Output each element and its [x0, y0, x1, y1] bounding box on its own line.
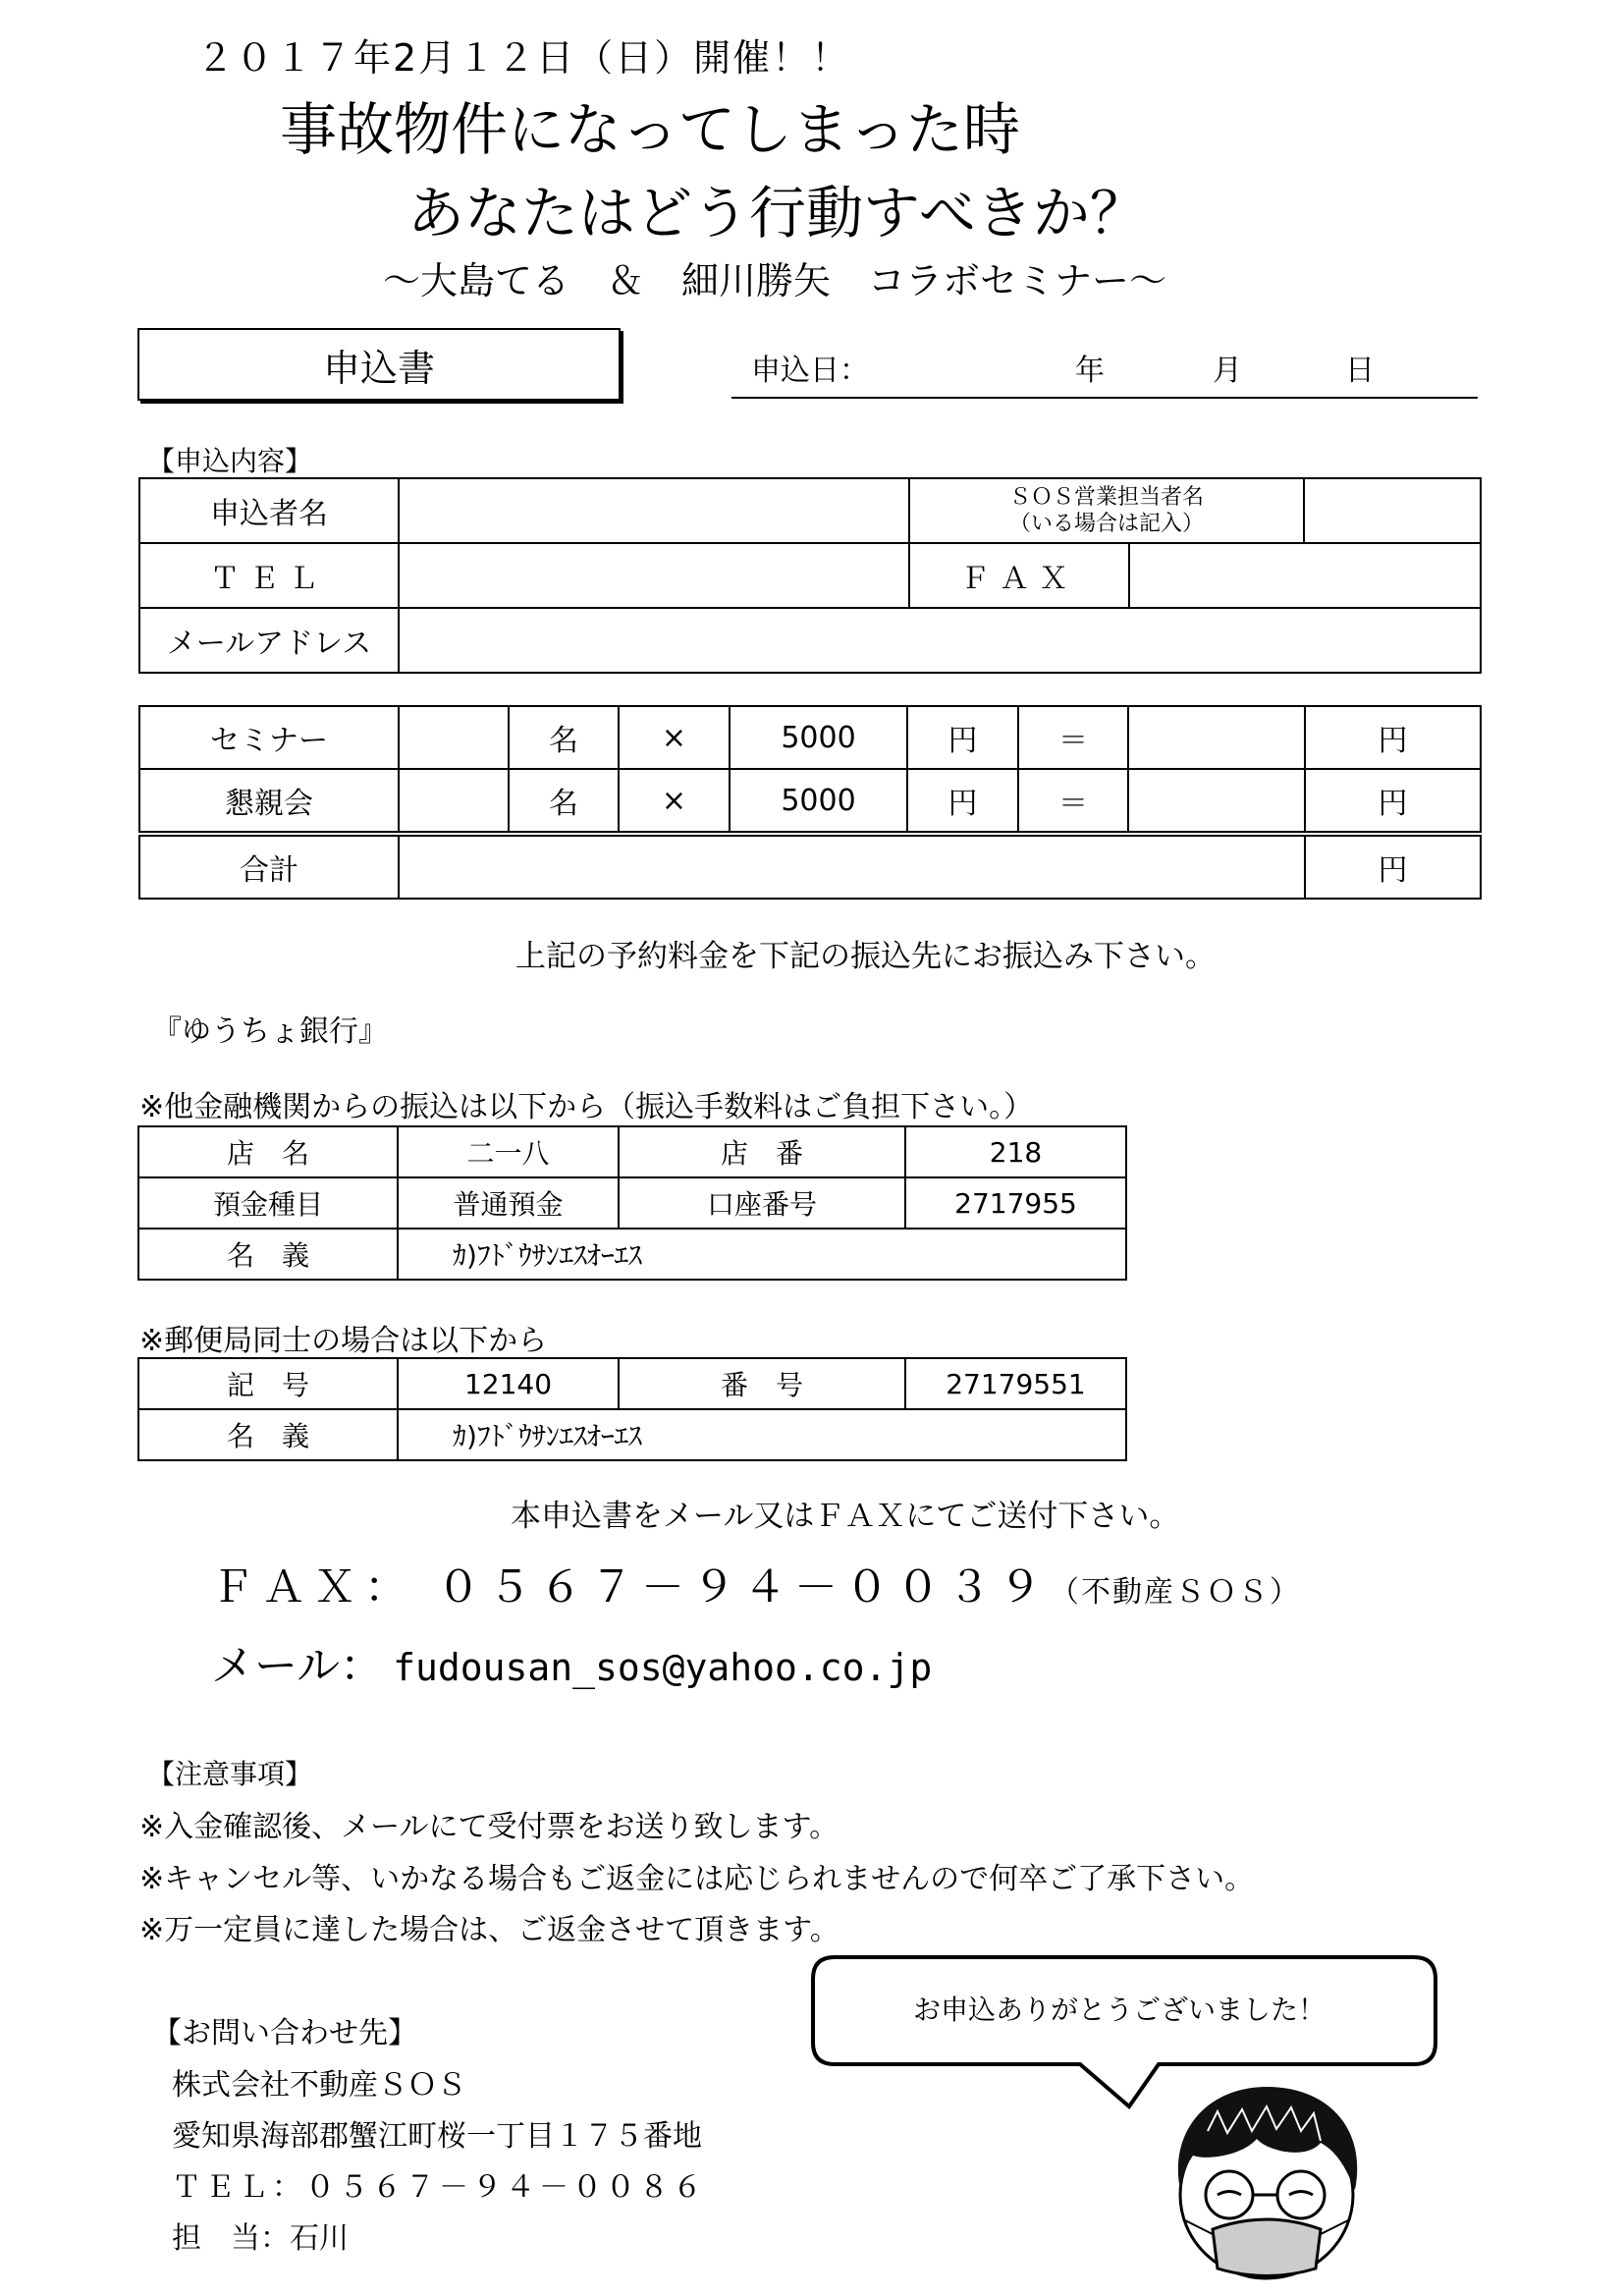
contact-person: 担 当：石川 — [172, 2221, 349, 2256]
application-date-label: 申込日： — [751, 354, 869, 388]
yen-label: 円 — [907, 769, 1018, 832]
count-input[interactable] — [399, 769, 509, 832]
fax-input[interactable] — [1129, 543, 1481, 608]
equals-sign: ＝ — [1018, 769, 1128, 832]
event-date: ２０１７年2月１２日（日）開催！！ — [196, 36, 851, 80]
account-no: 2717955 — [905, 1177, 1126, 1229]
number: 27179551 — [905, 1358, 1126, 1409]
mail-line — [211, 1630, 932, 1693]
fax-note: （不動産ＳＯＳ） — [1050, 1575, 1301, 1610]
symbol-label: 記 号 — [138, 1358, 398, 1409]
contact-title: 【お問い合わせ先】 — [152, 2016, 417, 2050]
fax-line-label: ＦＡＸ： — [211, 1562, 415, 1613]
fax-line — [211, 1552, 1301, 1614]
application-form-label — [137, 328, 621, 401]
post-table — [137, 1357, 1127, 1461]
sos-rep-text: ＳＯＳ営業担当者名 — [1009, 484, 1205, 510]
yen-label: 円 — [1305, 769, 1481, 832]
branch-name-label: 店 名 — [138, 1126, 398, 1177]
transfer-note: 上記の予約料金を下記の振込先にお振込み下さい。 — [515, 939, 1216, 974]
total-yen: 円 — [1305, 836, 1481, 899]
fee-table — [138, 705, 1482, 833]
fax-label: ＦＡＸ — [909, 543, 1129, 608]
account-no-label: 口座番号 — [619, 1177, 905, 1229]
branch-no-label: 店 番 — [619, 1126, 905, 1177]
contact-company: 株式会社不動産ＳＯＳ — [172, 2068, 466, 2103]
tel-input[interactable] — [399, 543, 909, 608]
applicant-info-table — [138, 477, 1482, 674]
title-line-1: 事故物件になってしまった時 — [280, 96, 1021, 163]
fee-row-seminar — [139, 706, 1481, 769]
applicant-name-label: 申込者名 — [139, 478, 399, 543]
content-label: 【申込内容】 — [147, 445, 313, 477]
post-note: ※郵便局同士の場合は以下から — [139, 1324, 548, 1358]
equals-sign: ＝ — [1018, 706, 1128, 769]
total-label: 合計 — [139, 836, 399, 899]
subtotal-input[interactable] — [1128, 706, 1305, 769]
times-sign: × — [619, 769, 730, 832]
send-note: 本申込書をメール又はＦＡＸにてご送付下さい。 — [511, 1499, 1180, 1534]
mail-address[interactable]: fudousan_sos@yahoo.co.jp — [393, 1646, 933, 1689]
total-input[interactable] — [399, 836, 1305, 899]
tel-label: ＴＥＬ — [139, 543, 399, 608]
bank-table — [137, 1125, 1127, 1281]
sos-rep-note: （いる場合は記入） — [1009, 512, 1205, 536]
symbol: 12140 — [398, 1358, 619, 1409]
branch-no: 218 — [905, 1126, 1126, 1177]
bubble-text: お申込ありがとうございました！ — [913, 1994, 1326, 2026]
price: 5000 — [730, 769, 907, 832]
contact-tel: ＴＥＬ：０５６７－９４－００８６ — [172, 2170, 706, 2205]
yen-label: 円 — [907, 706, 1018, 769]
month-label: 月 — [1213, 354, 1242, 388]
price: 5000 — [730, 706, 907, 769]
fax-number: ０５６７－９４－００３９ — [437, 1562, 1050, 1613]
subtitle: ～大島てる ＆ 細川勝矢 コラボセミナー～ — [383, 259, 1167, 302]
account-type-label: 預金種目 — [138, 1177, 398, 1229]
caution-item: ※キャンセル等、いかなる場合もご返金には応じられませんので何卒ご了承下さい。 — [139, 1862, 1255, 1896]
total-table — [138, 835, 1482, 900]
times-sign: × — [619, 706, 730, 769]
email-label: メールアドレス — [139, 608, 399, 673]
contact-address: 愛知県海部郡蟹江町桜一丁目１７５番地 — [172, 2119, 702, 2154]
year-label: 年 — [1075, 354, 1105, 388]
sos-rep-label — [909, 478, 1304, 543]
application-date-field[interactable] — [731, 346, 1478, 399]
subtotal-input[interactable] — [1128, 769, 1305, 832]
email-input[interactable] — [399, 608, 1481, 673]
number-label: 番 号 — [619, 1358, 905, 1409]
account-type: 普通預金 — [398, 1177, 619, 1229]
application-form-label-text: 申込書 — [322, 346, 435, 390]
branch-name: 二一八 — [398, 1126, 619, 1177]
bank-name: 『ゆうちょ銀行』 — [152, 1014, 388, 1049]
caution-title: 【注意事項】 — [147, 1758, 313, 1790]
unit-label: 名 — [509, 769, 619, 832]
other-bank-note: ※他金融機関からの振込は以下から（振込手数料はご負担下さい。） — [139, 1090, 1034, 1124]
title-line-2: あなたはどう行動すべきか？ — [407, 180, 1147, 246]
caution-item: ※万一定員に達した場合は、ご返金させて頂きます。 — [139, 1913, 839, 1947]
sos-rep-input[interactable] — [1304, 478, 1481, 543]
yen-label: 円 — [1305, 706, 1481, 769]
holder-label: 名 義 — [138, 1229, 398, 1280]
mascot-face-icon — [1149, 2072, 1384, 2288]
day-label: 日 — [1345, 354, 1375, 388]
fee-label: 懇親会 — [139, 769, 399, 832]
mail-line-label: メール： — [211, 1641, 384, 1691]
caution-item: ※入金確認後、メールにて受付票をお送り致します。 — [139, 1810, 839, 1844]
fee-label: セミナー — [139, 706, 399, 769]
unit-label: 名 — [509, 706, 619, 769]
applicant-name-input[interactable] — [399, 478, 909, 543]
count-input[interactable] — [399, 706, 509, 769]
holder: ｶ)ﾌﾄﾞｳｻﾝｴｽｵｰｴｽ — [398, 1409, 1126, 1460]
holder-label: 名 義 — [138, 1409, 398, 1460]
holder: ｶ)ﾌﾄﾞｳｻﾝｴｽｵｰｴｽ — [398, 1229, 1126, 1280]
fee-row-party — [139, 769, 1481, 832]
